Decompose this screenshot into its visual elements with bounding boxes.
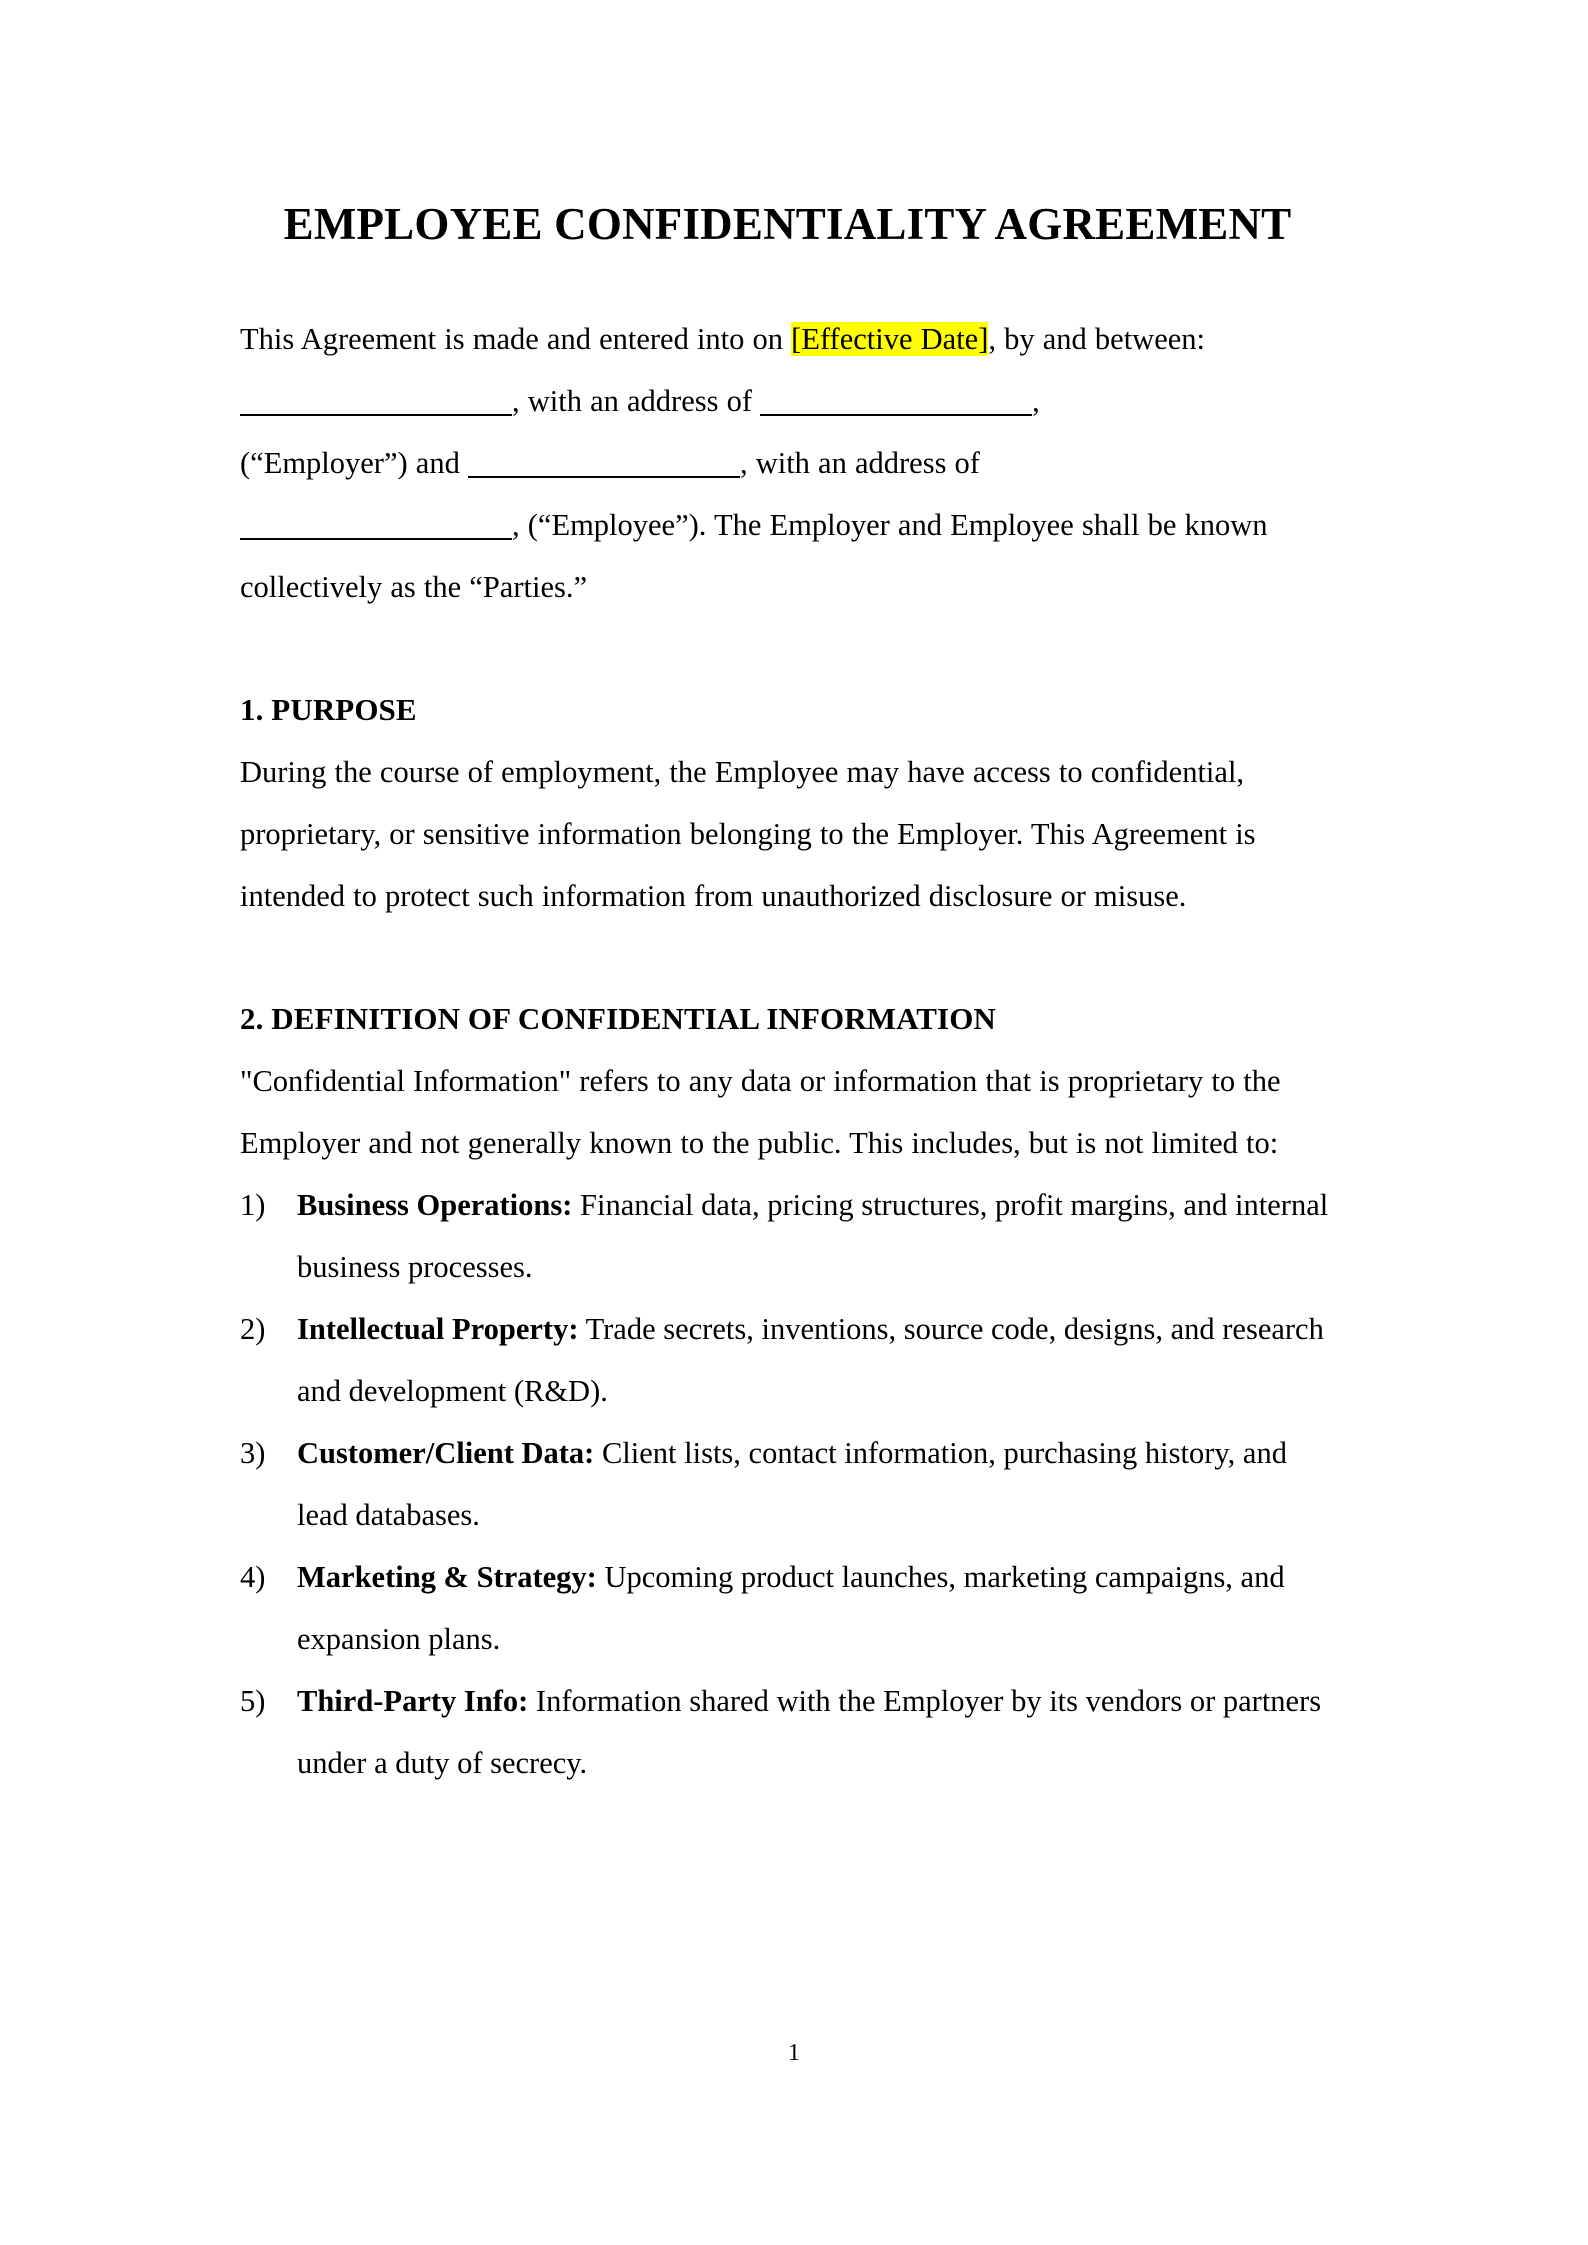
employee-address-blank[interactable]	[240, 510, 512, 540]
intro-segment-after-blank2: ,	[1032, 384, 1040, 418]
page-number: 1	[788, 2040, 800, 2066]
section-heading-purpose: 1. PURPOSE	[240, 692, 417, 727]
list-item	[240, 1298, 1335, 1422]
list-item	[240, 1546, 1335, 1670]
section-body-definition: "Confidential Information" refers to any data or information that is proprietary to the Employer and not generally known to the public. This includes, but is not limited to:	[240, 1064, 1281, 1160]
list-marker: 2)	[240, 1312, 266, 1346]
list-item-lead: Intellectual Property:	[297, 1312, 579, 1346]
definition-list	[240, 1174, 1335, 1794]
spacer-before-section-2	[240, 927, 1335, 988]
list-item-text: Financial data, pricing structures, profit margins, and internal business processes.	[297, 1188, 1329, 1284]
list-item-lead: Business Operations:	[297, 1188, 573, 1222]
effective-date-placeholder: [Effective Date]	[791, 322, 989, 356]
intro-text-before-placeholder: This Agreement is made and entered into on	[240, 322, 792, 356]
intro-text-after-placeholder: , by and between:	[988, 322, 1205, 356]
list-item-lead: Marketing & Strategy:	[297, 1560, 597, 1594]
page-title: EMPLOYEE CONFIDENTIALITY AGREEMENT	[283, 199, 1292, 249]
intro-paragraph	[240, 268, 1335, 618]
list-item-text: Information shared with the Employer by its vendors or partners under a duty of secrecy.	[297, 1684, 1322, 1780]
document-content	[240, 0, 1335, 1794]
list-item	[240, 1670, 1335, 1794]
section-body-purpose: During the course of employment, the Employee may have access to confidential, proprietary, or sensitive information belonging to the Employer. This Agreement is intended to protect such information from unauthorized disclosure or misuse.	[240, 755, 1256, 913]
intro-segment-after-blank3: , with an address of	[739, 446, 980, 480]
section-heading-definition: 2. DEFINITION OF CONFIDENTIAL INFORMATION	[240, 1001, 996, 1036]
intro-segment-after-blank4: , (“Employee”). The Employer and Employee shall be known collectively as the “Parties.”	[240, 508, 1268, 604]
list-item-text: Trade secrets, inventions, source code, designs, and research and development (R&D).	[297, 1312, 1324, 1408]
employee-name-blank[interactable]	[468, 448, 740, 478]
list-item-text: Client lists, contact information, purchasing history, and lead databases.	[297, 1436, 1287, 1532]
spacer-before-section-1	[240, 618, 1335, 679]
intro-segment-after-blank1: , with an address of	[512, 384, 761, 418]
intro-segment-employer: (“Employer”) and	[240, 446, 468, 480]
employer-address-blank[interactable]	[760, 386, 1032, 416]
list-item	[240, 1174, 1335, 1298]
list-item-lead: Third-Party Info:	[297, 1684, 529, 1718]
list-item-lead: Customer/Client Data:	[297, 1436, 595, 1470]
list-item-text: Upcoming product launches, marketing campaigns, and expansion plans.	[297, 1560, 1285, 1656]
list-marker: 5)	[240, 1684, 266, 1718]
list-marker: 4)	[240, 1560, 266, 1594]
list-item	[240, 1422, 1335, 1546]
list-marker: 1)	[240, 1188, 266, 1222]
employer-name-blank[interactable]	[240, 386, 512, 416]
list-marker: 3)	[240, 1436, 266, 1470]
